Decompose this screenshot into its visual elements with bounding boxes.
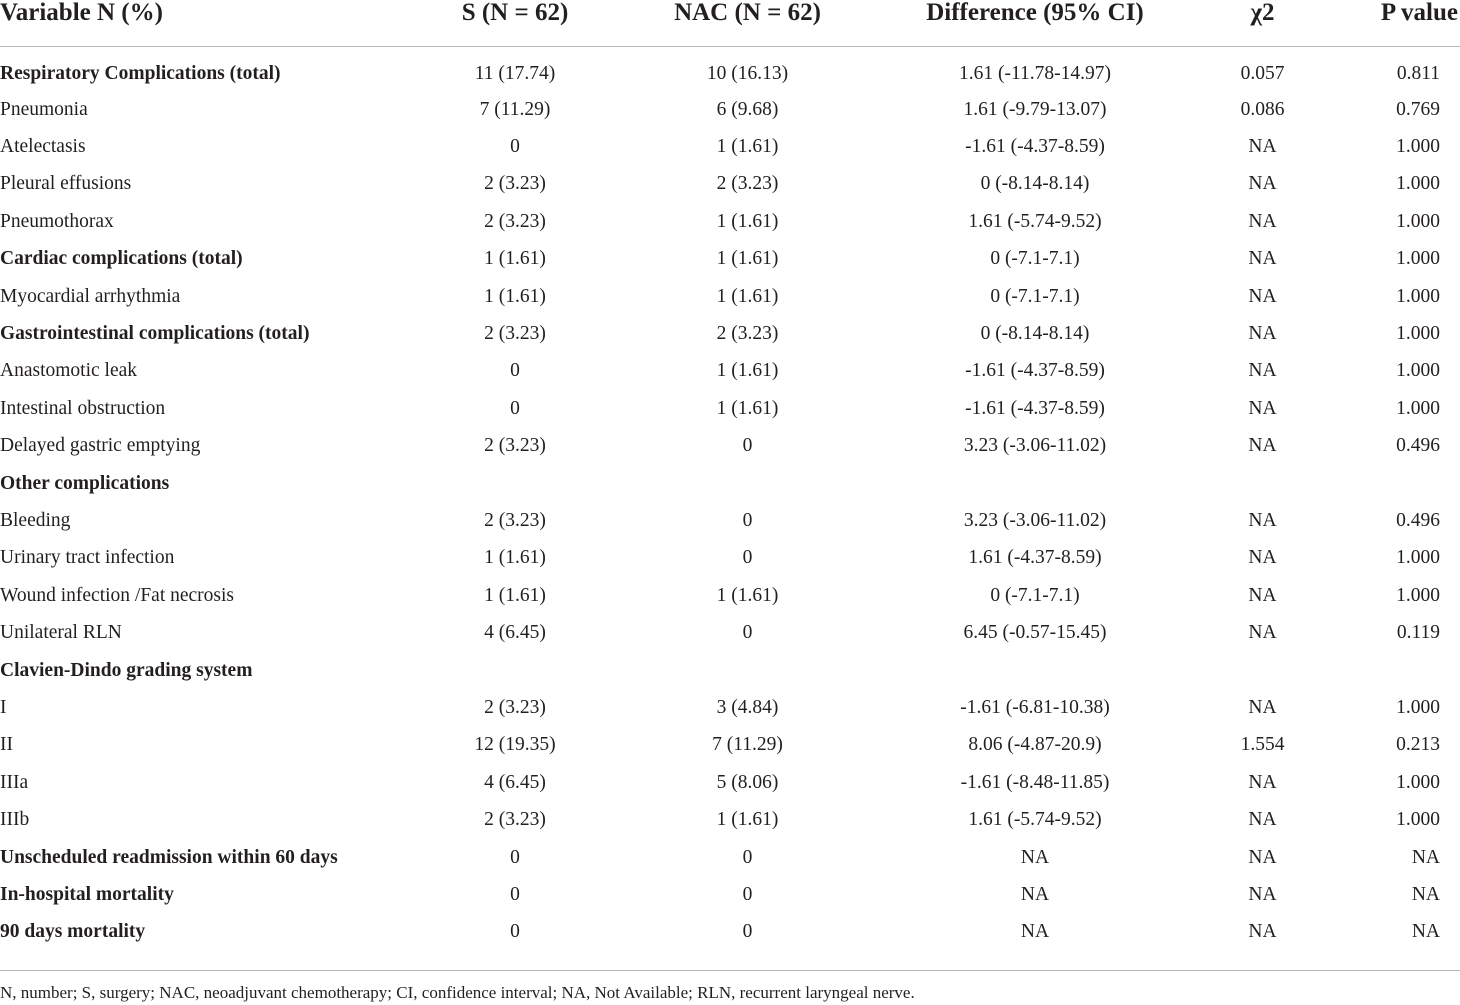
nac-value-cell: 2 (3.23)	[716, 173, 779, 195]
table-row	[0, 614, 1460, 651]
chi-square-cell: NA	[1248, 285, 1277, 307]
table-row	[0, 91, 1460, 128]
s-value-cell: 0	[510, 846, 520, 868]
s-value-cell: 2 (3.23)	[484, 210, 546, 232]
nac-value-cell: 0	[742, 547, 753, 569]
difference-cell: 6.45 (-0.57-15.45)	[963, 622, 1107, 644]
s-value-cell: 2 (3.23)	[484, 173, 546, 195]
variable-cell: Bleeding	[0, 509, 71, 531]
variable-cell: Respiratory Complications (total)	[0, 63, 281, 84]
p-value-cell: 0.213	[1396, 734, 1440, 756]
s-value-cell: 2 (3.23)	[484, 696, 546, 718]
variable-cell: Pleural effusions	[0, 173, 132, 195]
variable-cell: In-hospital mortality	[0, 883, 174, 905]
s-value-cell: 12 (19.35)	[474, 734, 556, 756]
p-value-cell: 1.000	[1396, 323, 1440, 345]
table-section-row	[0, 876, 1460, 913]
p-value-cell: NA	[1411, 846, 1440, 868]
table-row	[0, 203, 1460, 240]
nac-value-cell: 1 (1.61)	[716, 809, 779, 831]
p-value-cell: NA	[1411, 921, 1440, 943]
table-row	[0, 764, 1460, 801]
table-section-row	[0, 47, 1460, 92]
table-row	[0, 353, 1460, 390]
chi-square-cell: 0.057	[1240, 63, 1285, 84]
nac-value-cell: 0	[742, 622, 753, 644]
variable-cell: Unscheduled readmission within 60 days	[0, 846, 338, 868]
p-value-cell: 1.000	[1396, 584, 1440, 606]
nac-value-cell: 0	[742, 509, 753, 531]
chi-square-cell: NA	[1248, 136, 1277, 158]
nac-value-cell: 0	[742, 883, 753, 905]
variable-cell: Unilateral RLN	[0, 622, 122, 644]
p-value-cell: 0.811	[1396, 63, 1440, 84]
chi-square-cell: NA	[1248, 846, 1277, 868]
table-row	[0, 128, 1460, 165]
s-value-cell: 4 (6.45)	[484, 771, 546, 793]
difference-cell: 0 (-7.1-7.1)	[990, 285, 1080, 307]
difference-cell	[865, 465, 1205, 502]
s-value-cell: 1 (1.61)	[484, 584, 546, 606]
difference-cell: 1.61 (-4.37-8.59)	[968, 547, 1102, 569]
variable-cell: Atelectasis	[0, 136, 86, 158]
header-chi-square: χ2	[1205, 0, 1320, 47]
s-value-cell	[400, 465, 630, 502]
difference-cell: -1.61 (-8.48-11.85)	[960, 771, 1110, 793]
difference-cell: NA	[1020, 921, 1050, 943]
table-body	[0, 47, 1460, 951]
p-value-cell: 1.000	[1396, 397, 1440, 419]
p-value-cell: 0.496	[1396, 509, 1440, 531]
p-value-cell	[1320, 465, 1460, 502]
table-header	[0, 0, 1460, 47]
variable-cell: Cardiac complications (total)	[0, 248, 243, 270]
difference-cell: -1.61 (-4.37-8.59)	[965, 360, 1105, 382]
chi-square-cell: NA	[1248, 173, 1277, 195]
nac-value-cell: 0	[742, 921, 753, 943]
difference-cell: -1.61 (-6.81-10.38)	[960, 696, 1110, 718]
difference-cell: 0 (-8.14-8.14)	[980, 323, 1090, 345]
difference-cell: 0 (-7.1-7.1)	[990, 584, 1080, 606]
s-value-cell: 1 (1.61)	[484, 547, 546, 569]
table-row	[0, 428, 1460, 465]
nac-value-cell: 3 (4.84)	[716, 696, 779, 718]
nac-value-cell: 1 (1.61)	[716, 136, 779, 158]
difference-cell: NA	[1020, 846, 1050, 868]
chi-square-cell: NA	[1248, 622, 1277, 644]
chi-square-cell: NA	[1248, 360, 1277, 382]
s-value-cell: 0	[510, 921, 520, 943]
p-value-cell: 1.000	[1396, 360, 1440, 382]
p-value-cell: 1.000	[1396, 547, 1440, 569]
variable-cell: I	[0, 696, 7, 718]
header-nac-group: NAC (N = 62)	[630, 0, 865, 47]
chi-square-cell: 1.554	[1240, 734, 1285, 756]
chi-square-cell	[1205, 465, 1320, 502]
table-row	[0, 166, 1460, 203]
p-value-cell: NA	[1411, 883, 1440, 905]
nac-value-cell: 1 (1.61)	[716, 360, 779, 382]
variable-cell: 90 days mortality	[0, 921, 146, 943]
table-row	[0, 727, 1460, 764]
difference-cell: -1.61 (-4.37-8.59)	[965, 136, 1105, 158]
difference-cell: 8.06 (-4.87-20.9)	[968, 734, 1102, 756]
variable-cell: Pneumonia	[0, 98, 88, 120]
table-row	[0, 502, 1460, 539]
nac-value-cell: 1 (1.61)	[716, 248, 779, 270]
header-s-group: S (N = 62)	[400, 0, 630, 47]
difference-cell	[865, 652, 1205, 689]
p-value-cell: 1.000	[1396, 210, 1440, 232]
nac-value-cell: 1 (1.61)	[716, 285, 779, 307]
variable-cell: II	[0, 734, 13, 756]
nac-value-cell: 1 (1.61)	[716, 397, 779, 419]
variable-cell: Anastomotic leak	[0, 360, 138, 382]
s-value-cell: 2 (3.23)	[484, 435, 546, 457]
table-row	[0, 689, 1460, 726]
p-value-cell	[1320, 652, 1460, 689]
difference-cell: 0 (-7.1-7.1)	[990, 248, 1080, 270]
chi-square-cell: NA	[1248, 696, 1277, 718]
nac-value-cell: 10 (16.13)	[706, 63, 789, 84]
variable-cell: Clavien-Dindo grading system	[0, 659, 253, 681]
s-value-cell: 1 (1.61)	[484, 285, 546, 307]
s-value-cell: 2 (3.23)	[484, 323, 546, 345]
table-section-row	[0, 652, 1460, 689]
variable-cell: Other complications	[0, 472, 170, 494]
footer-divider	[0, 970, 1460, 971]
s-value-cell: 2 (3.23)	[484, 509, 546, 531]
nac-value-cell: 1 (1.61)	[716, 584, 779, 606]
p-value-cell: 1.000	[1396, 696, 1440, 718]
nac-value-cell: 0	[742, 846, 753, 868]
variable-cell: Intestinal obstruction	[0, 397, 166, 419]
table-row	[0, 577, 1460, 614]
p-value-cell: 0.769	[1396, 98, 1440, 120]
s-value-cell: 11 (17.74)	[474, 63, 556, 84]
table-section-row	[0, 839, 1460, 876]
variable-cell: IIIb	[0, 809, 30, 831]
chi-square-cell: NA	[1248, 809, 1277, 831]
s-value-cell: 7 (11.29)	[479, 98, 551, 120]
nac-value-cell: 5 (8.06)	[716, 771, 779, 793]
variable-cell: Myocardial arrhythmia	[0, 285, 181, 307]
chi-square-cell: NA	[1248, 883, 1277, 905]
chi-square-cell: NA	[1248, 248, 1277, 270]
difference-cell: NA	[1020, 883, 1050, 905]
header-p-value: P value	[1320, 0, 1460, 47]
variable-cell: Delayed gastric emptying	[0, 435, 201, 457]
s-value-cell: 0	[510, 397, 520, 419]
difference-cell: 1.61 (-5.74-9.52)	[968, 809, 1102, 831]
difference-cell: 3.23 (-3.06-11.02)	[963, 509, 1107, 531]
chi-square-cell	[1205, 652, 1320, 689]
chi-square-cell: NA	[1248, 509, 1277, 531]
table-footnote: N, number; S, surgery; NAC, neoadjuvant chemotherapy; CI, confidence interval; NA, Not Available; RLN, recurrent laryngeal nerve.	[0, 983, 915, 1002]
nac-value-cell: 7 (11.29)	[712, 734, 783, 756]
difference-cell: 3.23 (-3.06-11.02)	[963, 435, 1107, 457]
difference-cell: 1.61 (-11.78-14.97)	[958, 63, 1111, 84]
s-value-cell: 1 (1.61)	[484, 248, 546, 270]
variable-cell: Gastrointestinal complications (total)	[0, 323, 310, 345]
chi-square-cell: NA	[1248, 771, 1277, 793]
variable-cell: Wound infection /Fat necrosis	[0, 584, 235, 606]
table-section-row	[0, 465, 1460, 502]
table-row	[0, 390, 1460, 427]
header-variable: Variable N (%)	[0, 0, 400, 47]
nac-value-cell	[630, 652, 865, 689]
variable-cell: Pneumothorax	[0, 210, 114, 232]
chi-square-cell: NA	[1248, 584, 1277, 606]
p-value-cell: 1.000	[1396, 771, 1440, 793]
difference-cell: 1.61 (-9.79-13.07)	[963, 98, 1107, 120]
chi-square-cell: NA	[1248, 323, 1277, 345]
chi-square-cell: 0.086	[1240, 98, 1285, 120]
p-value-cell: 1.000	[1396, 136, 1440, 158]
header-difference: Difference (95% CI)	[865, 0, 1205, 47]
s-value-cell: 4 (6.45)	[484, 622, 546, 644]
p-value-cell: 0.496	[1396, 435, 1440, 457]
s-value-cell: 0	[510, 883, 520, 905]
difference-cell: 1.61 (-5.74-9.52)	[968, 210, 1102, 232]
s-value-cell: 2 (3.23)	[484, 809, 546, 831]
table-section-row	[0, 914, 1460, 951]
p-value-cell: 1.000	[1396, 173, 1440, 195]
table-section-row	[0, 241, 1460, 278]
nac-value-cell: 0	[742, 435, 753, 457]
table-row	[0, 278, 1460, 315]
nac-value-cell: 6 (9.68)	[716, 98, 779, 120]
variable-cell: IIIa	[0, 771, 29, 793]
chi-square-cell: NA	[1248, 210, 1277, 232]
chi-square-cell: NA	[1248, 397, 1277, 419]
p-value-cell: 1.000	[1396, 809, 1440, 831]
s-value-cell: 0	[510, 136, 520, 158]
p-value-cell: 1.000	[1396, 248, 1440, 270]
header-row	[0, 0, 1460, 47]
table-row	[0, 801, 1460, 838]
difference-cell: -1.61 (-4.37-8.59)	[965, 397, 1105, 419]
s-value-cell: 0	[510, 360, 520, 382]
chi-square-cell: NA	[1248, 921, 1277, 943]
s-value-cell	[400, 652, 630, 689]
nac-value-cell	[630, 465, 865, 502]
chi-square-cell: NA	[1248, 435, 1277, 457]
p-value-cell: 1.000	[1396, 285, 1440, 307]
chi-square-cell: NA	[1248, 547, 1277, 569]
difference-cell: 0 (-8.14-8.14)	[980, 173, 1090, 195]
table-row	[0, 540, 1460, 577]
p-value-cell: 0.119	[1396, 622, 1440, 644]
table-section-row	[0, 315, 1460, 352]
nac-value-cell: 1 (1.61)	[716, 210, 779, 232]
variable-cell: Urinary tract infection	[0, 547, 175, 569]
nac-value-cell: 2 (3.23)	[716, 323, 779, 345]
